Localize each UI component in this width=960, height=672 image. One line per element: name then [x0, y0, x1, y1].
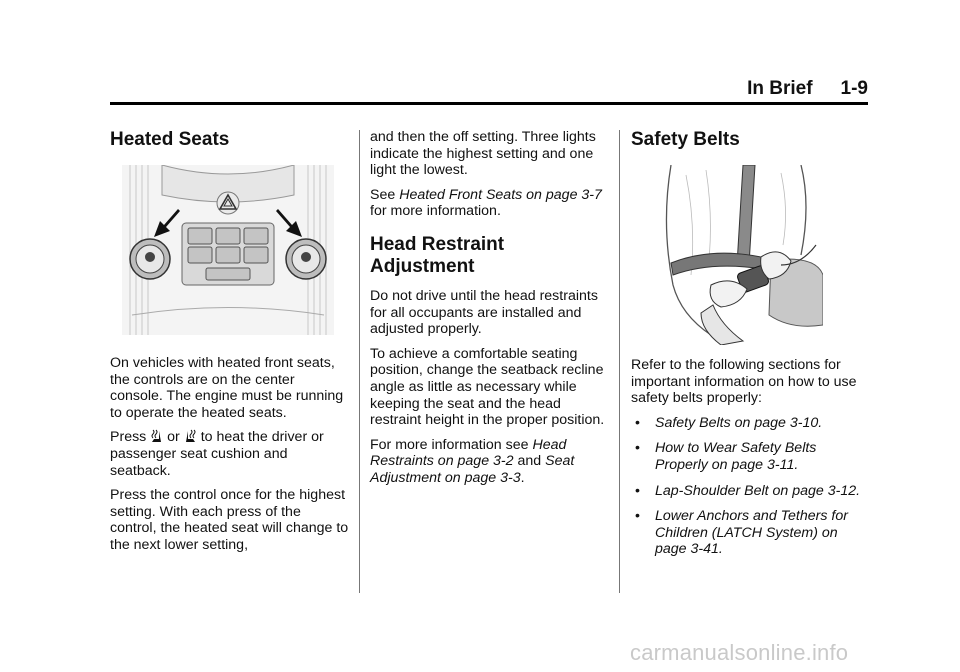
- heated-seats-settings: Press the control once for the highest setting. With each press of the control, the heated seat will change to the next lower setting,: [110, 487, 349, 553]
- head-restraint-heading: Head Restraint Adjustment: [370, 233, 505, 277]
- passenger-heated-seat-icon: [184, 429, 197, 443]
- head-restraint-p1: Do not drive until the head restraints for all occupants are installed and adjusted properly.: [370, 287, 598, 338]
- page-number: 1-9: [840, 78, 868, 99]
- header-rule: [110, 102, 868, 105]
- heated-seats-heading: Heated Seats: [110, 129, 230, 150]
- section-title: In Brief: [747, 78, 813, 99]
- hazard-button-icon: [217, 192, 239, 214]
- column-head-restraint: [370, 129, 610, 495]
- column-divider: [619, 130, 620, 593]
- watermark: carmanualsonline.info: [630, 640, 849, 665]
- head-restraint-p2: To achieve a comfortable seating position, change the seatback recline angle as little as necessary while keeping the seat and the head restraint height in the proper position.: [370, 345, 605, 429]
- driver-heated-seat-icon: [150, 429, 163, 443]
- list-item[interactable]: • How to Wear Safety Belts Properly on page 3-11.: [631, 440, 871, 473]
- heated-seats-continued: and then the off setting. Three lights indicate the highest setting and one light the lowest.: [370, 129, 596, 179]
- passenger-heated-seat-knob: [286, 239, 326, 279]
- list-item[interactable]: • Lap-Shoulder Belt on page 3-12.: [631, 483, 871, 500]
- heated-front-seats-link[interactable]: Heated Front Seats on page 3-7: [399, 186, 602, 203]
- see-reference: See Heated Front Seats on page 3-7 for more information.: [370, 186, 602, 220]
- heated-seats-intro: On vehicles with heated front seats, the controls are on the center console. The engine must be running to operate the heated seats.: [110, 355, 344, 421]
- safety-belts-intro: Refer to the following sections for important information on how to use safety belts properly:: [631, 357, 857, 407]
- heated-seat-controls-illustration: [122, 165, 334, 335]
- column-safety-belts: [631, 128, 871, 567]
- column-heated-seats: [110, 128, 350, 562]
- list-item[interactable]: • Lower Anchors and Tethers for Children (LATCH System) on page 3-41.: [631, 508, 871, 558]
- safety-belt-buckle-illustration: [651, 165, 823, 345]
- safety-belts-reference-list: [631, 415, 871, 558]
- driver-heated-seat-knob: [130, 239, 170, 279]
- page-header: [110, 78, 868, 100]
- heated-seats-press: Press or to heat the driver or passenger seat cushion and seatback.: [110, 429, 324, 479]
- seat-adjustment-link[interactable]: Seat Adjustment on page 3-3: [370, 453, 575, 486]
- column-divider: [359, 130, 360, 593]
- list-item[interactable]: • Safety Belts on page 3-10.: [631, 415, 871, 432]
- more-info-reference: For more information see Head Restraints on page 3-2 and Seat Adjustment on page 3-3.: [370, 436, 575, 486]
- head-restraints-link[interactable]: Head Restraints on page 3-2: [370, 436, 567, 470]
- safety-belts-heading: Safety Belts: [631, 129, 740, 150]
